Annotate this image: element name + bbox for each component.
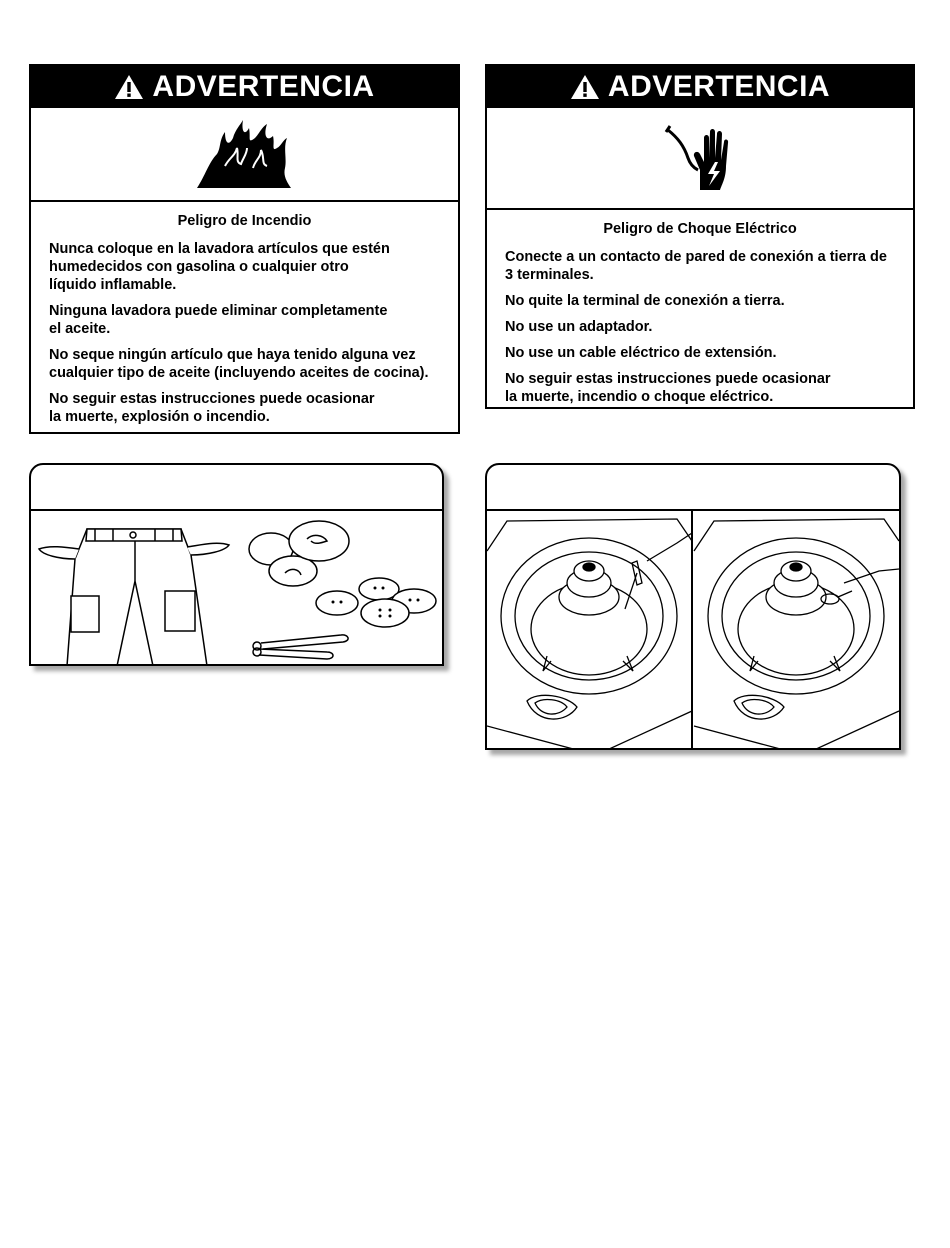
warning-paragraph: No use un adaptador. (505, 319, 653, 335)
warning-header (487, 66, 913, 108)
fire-warning-body (31, 202, 458, 426)
warning-paragraph: No seguir estas instrucciones puede ocasionar la muerte, explosión o incendio. (49, 391, 375, 425)
fire-icon-area (31, 108, 458, 202)
electric-shock-icon (660, 118, 740, 198)
panel-header (487, 465, 899, 511)
warning-paragraph: No seque ningún artículo que haya tenido alguna vez cualquier tipo de aceite (incluyendo aceites de cocina). (49, 347, 429, 381)
warning-triangle-icon (114, 74, 144, 100)
coins-icon (249, 521, 349, 586)
warning-paragraph: No quite la terminal de conexión a tierra. (505, 293, 785, 309)
shock-warning-body (487, 210, 913, 406)
pants-with-empty-pockets-icon (39, 529, 229, 666)
warning-title: ADVERTENCIA (152, 70, 375, 103)
warning-paragraph: No use un cable eléctrico de extensión. (505, 345, 777, 361)
warning-paragraph: Ninguna lavadora puede eliminar completamente el aceite. (49, 303, 388, 337)
fire-icon (195, 118, 295, 190)
shock-warning-box (485, 64, 915, 409)
fire-warning-box (29, 64, 460, 434)
washer-tub-pouring-icon (487, 519, 692, 750)
warning-triangle-icon (570, 74, 600, 100)
warning-subtitle: Peligro de Incendio (177, 213, 312, 229)
warning-paragraph: Nunca coloque en la lavadora artículos que estén humedecidos con gasolina o cualquier otro líquido inflamable. (49, 241, 390, 293)
pockets-illustration-panel (29, 463, 444, 666)
warning-paragraph: No seguir estas instrucciones puede ocasionar la muerte, incendio o choque eléctrico. (505, 371, 831, 405)
warning-title: ADVERTENCIA (607, 70, 831, 103)
washer-illustration (487, 511, 899, 750)
panel-header (31, 465, 442, 511)
washer-illustration-panel (485, 463, 901, 750)
shock-icon-area (487, 108, 913, 210)
warning-paragraph: Conecte a un contacto de pared de conexión a tierra de 3 terminales. (505, 249, 887, 283)
pockets-illustration (31, 511, 442, 666)
warning-header (31, 66, 458, 108)
washer-tub-measuring-icon (694, 519, 899, 750)
safety-pins-icon (253, 635, 348, 659)
buttons-icon (316, 578, 436, 627)
warning-subtitle: Peligro de Choque Eléctrico (603, 221, 797, 237)
